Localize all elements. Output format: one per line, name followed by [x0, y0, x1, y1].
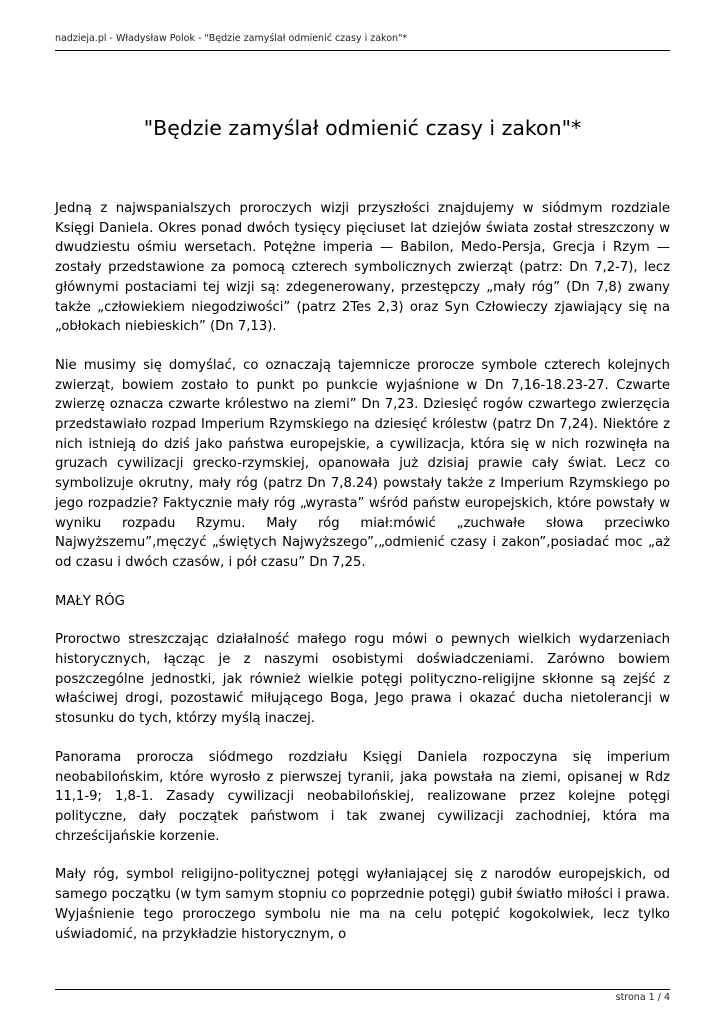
- page-footer: [55, 989, 670, 1010]
- paragraph-1: Jedną z najwspanialszych proroczych wizji przyszłości znajdujemy w siódmym rozdziale Księgi Daniela. Okres ponad dwóch tysięcy pięciuset lat dziejów świata został streszczony w dwudziestu ośmiu wersetach. Potężne imperia — Babilon, Medo-Persja, Grecja i Rzym — zostały przedstawione za pomocą czterech symbolicznych zwierząt (patrz: Dn 7,2-7), lecz głównymi postaciami tej wizji są: zdegenerowany, przestępczy „mały róg” (Dn 7,8) zwany także „człowiekiem niegodziwości” (patrz 2Tes 2,3) oraz Syn Człowieczy zjawiający się na „obłokach niebieskich” (Dn 7,13).: [55, 201, 670, 335]
- header-text: nadzieja.pl - Władysław Polok - "Będzie zamyślał odmienić czasy i zakon"*: [55, 33, 408, 44]
- section-heading-maly-rog: MAŁY RÓG: [55, 593, 125, 609]
- page-number: strona 1 / 4: [615, 992, 670, 1003]
- document-body: [55, 199, 670, 963]
- document-title: "Będzie zamyślał odmienić czasy i zakon"*: [143, 116, 582, 140]
- page-header: [55, 28, 670, 51]
- paragraph-5: Mały róg, symbol religijno-politycznej potęgi wyłaniającej się z narodów europejskich, od samego początku (w tym samym stopniu co poprzednie potęgi) gubił światło miłości i prawa. Wyjaśnienie tego proroczego symbolu nie ma na celu potępić kogokolwiek, lecz tylko uświadomić, na przykładzie historycznym, o: [55, 867, 670, 942]
- paragraph-4: Panorama prorocza siódmego rozdziału Księgi Daniela rozpoczyna się imperium neobabilońskim, które wyrosło z pierwszej tyranii, jaka powstała na ziemi, opisanej w Rdz 11,1-9; 1,8-1. Zasady cywilizacji neobabilońskiej, realizowane przez kolejne potęgi polityczne, dały początek państwom i tak zwanej cywilizacji zachodniej, która ma chrześcijańskie korzenie.: [55, 749, 670, 844]
- paragraph-3: Proroctwo streszczając działalność małego rogu mówi o pewnych wielkich wydarzeniach historycznych, łącząc je z naszymi osobistymi doświadczeniami. Zarówno bowiem poszczególne jednostki, jak również wielkie potęgi polityczno-religijne skłonne są zejść z właściwej drogi, pozostawić miłującego Boga, Jego prawa i okazać ducha nietolerancji w stosunku do tych, którzy myślą inaczej.: [55, 632, 670, 727]
- paragraph-2: Nie musimy się domyślać, co oznaczają tajemnicze prorocze symbole czterech kolejnych zwierząt, bowiem zostało to punkt po punkcie wyjaśnione w Dn 7,16-18.23-27. Czwarte zwierzę oznacza czwarte królestwo na ziemi” Dn 7,23. Dziesięć rogów czwartego zwierzęcia przedstawiało rozpad Imperium Rzymskiego na dziesięć królestw (patrz Dn 7,24). Niektóre z nich istnieją do dziś jako państwa europejskie, a cywilizacja, która się w nich rozwinęła na gruzach cywilizacji grecko-rzymskiej, opanowała już dzisiaj prawie cały świat. Lecz co symbolizuje okrutny, mały róg (patrz Dn 7,8.24) powstały także z Imperium Rzymskiego po jego rozpadzie? Faktycznie mały róg „wyrasta” wśród państw europejskich, które powstały w wyniku rozpadu Rzymu. Mały róg miał:mówić „zuchwałe słowa przeciwko Najwyższemu”,męczyć „świętych Najwyższego”,„odmienić czasy i zakon”,posiadać moc „aż od czasu i dwóch czasów, i pół czasu” Dn 7,25.: [55, 357, 670, 570]
